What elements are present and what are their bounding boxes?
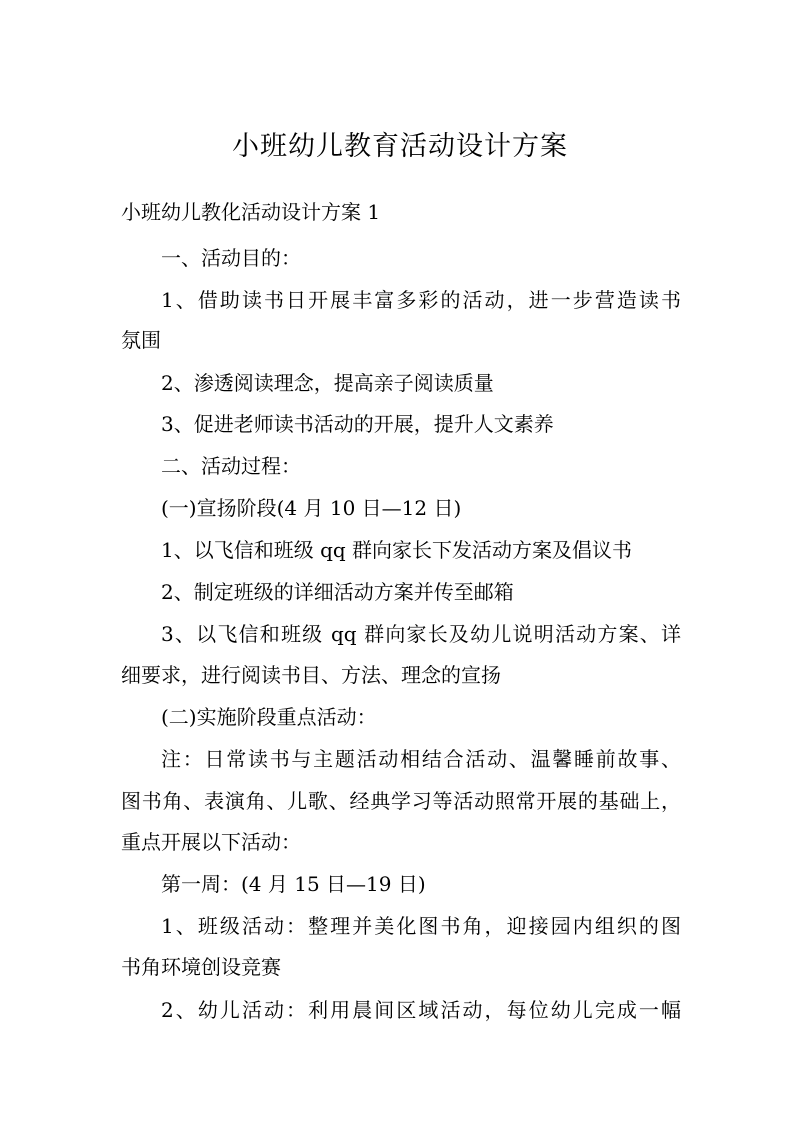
paragraph-line: 3、促进老师读书活动的开展，提升人文素养 [161, 412, 554, 436]
paragraph-line: 氛围 [121, 328, 161, 352]
document-title: 小班幼儿教育活动设计方案 [232, 131, 568, 162]
paragraph-line: 1、借助读书日开展丰富多彩的活动，进一步营造读书 [161, 288, 681, 312]
paragraph-line: (二)实施阶段重点活动： [161, 705, 377, 729]
paragraph-line: 书角环境创设竞赛 [121, 955, 281, 979]
paragraph-line: 1、以飞信和班级 qq 群向家长下发活动方案及倡议书 [161, 538, 633, 562]
paragraph-line: 细要求，进行阅读书目、方法、理念的宣扬 [121, 663, 501, 687]
paragraph-line: (一)宣扬阶段(4 月 10 日—12 日) [161, 496, 462, 520]
paragraph-line: 2、幼儿活动：利用晨间区域活动，每位幼儿完成一幅 [161, 998, 681, 1022]
paragraph-line: 二、活动过程： [161, 454, 301, 478]
paragraph-line: 一、活动目的： [161, 246, 301, 270]
section-heading: 小班幼儿教化活动设计方案 1 [121, 200, 381, 224]
paragraph-line: 2、制定班级的详细活动方案并传至邮箱 [161, 580, 514, 604]
paragraph-line: 1、班级活动：整理并美化图书角，迎接园内组织的图 [161, 914, 681, 938]
paragraph-line: 图书角、表演角、儿歌、经典学习等活动照常开展的基础上， [121, 789, 681, 813]
paragraph-line: 2、渗透阅读理念，提高亲子阅读质量 [161, 371, 494, 395]
paragraph-line: 第一周：(4 月 15 日—19 日) [161, 872, 426, 896]
paragraph-line: 3、以飞信和班级 qq 群向家长及幼儿说明活动方案、详 [161, 622, 681, 646]
paragraph-line: 注：日常读书与主题活动相结合活动、温馨睡前故事、 [161, 747, 681, 771]
paragraph-line: 重点开展以下活动： [121, 830, 301, 854]
